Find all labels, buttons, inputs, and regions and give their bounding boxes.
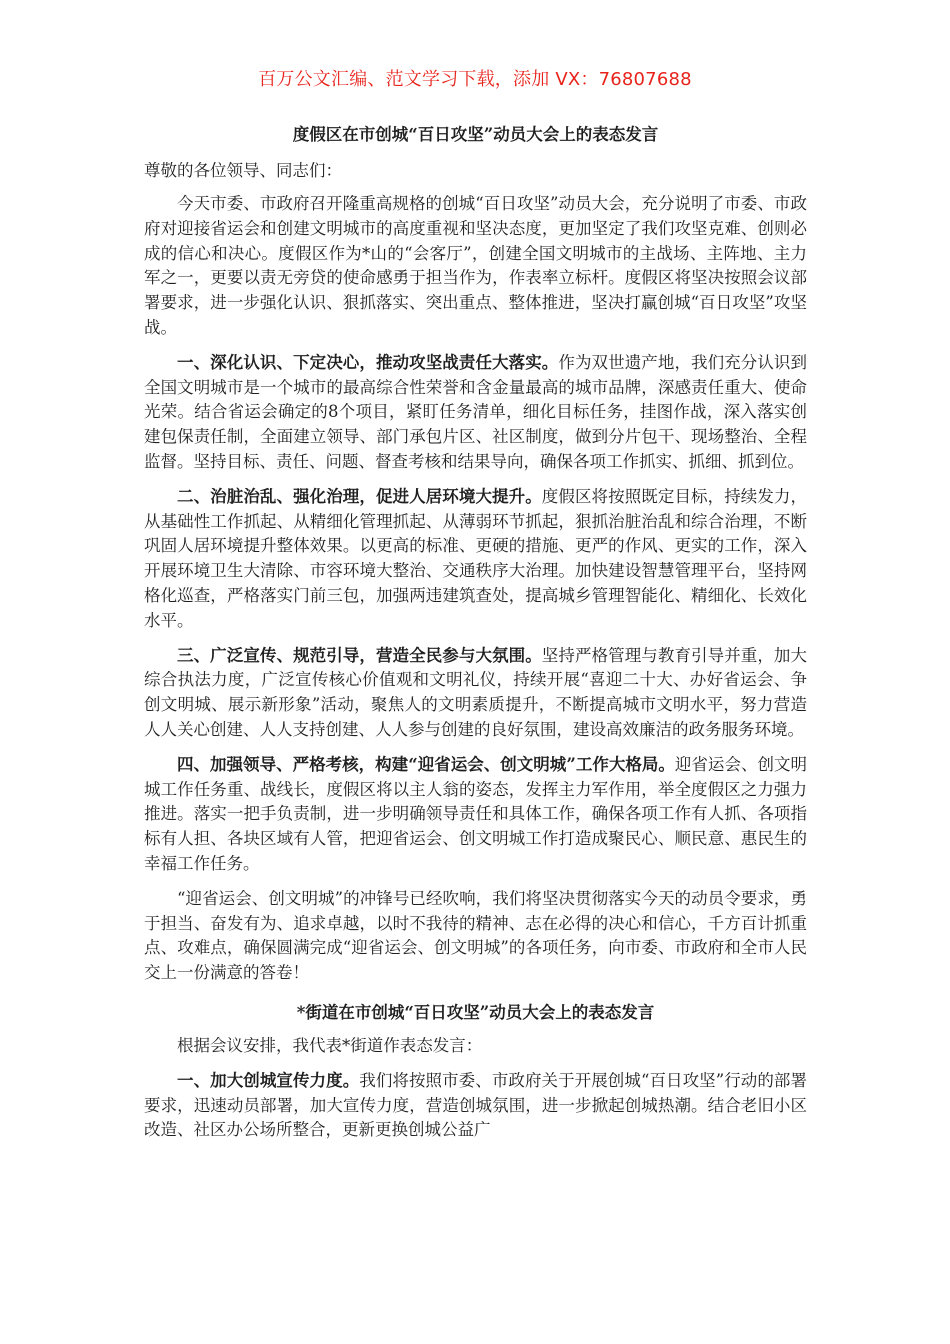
- doc1-section-3: [144, 644, 807, 743]
- section-body: 度假区将按照既定目标，持续发力，从基础性工作抓起、从精细化管理抓起、从薄弱环节抓起，狠抓治脏治乱和综合治理，不断巩固人居环境提升整体效果。以更高的标准、更硬的措施、更严的作风、更实的工作，深入开展环境卫生大清除、市容环境大整治、交通秩序大治理。加快建设智慧管理平台，坚持网格化巡查，严格落实门前三包，加强两违建筑查处，提高城乡管理智能化、精细化、长效化水平。: [144, 486, 808, 630]
- doc1-section-4: [144, 753, 807, 877]
- doc1-section-1: [144, 351, 807, 475]
- doc1-salutation: 尊敬的各位领导、同志们：: [144, 161, 342, 180]
- doc2-title: *街道在市创城“百日攻坚”动员大会上的表态发言: [296, 1002, 655, 1022]
- section-body: 迎省运会、创文明城工作任务重、战线长，度假区将以主人翁的姿态，发挥主力军作用，举全度假区之力强力推进。落实一把手负责制，进一步明确领导责任和具体工作，确保各项工作有人抓、各项指标有人担、各块区域有人管，把迎省运会、创文明城工作打造成聚民心、顺民意、惠民生的幸福工作任务。: [144, 754, 808, 873]
- doc1-title: 度假区在市创城“百日攻坚”动员大会上的表态发言: [292, 125, 659, 144]
- doc1-closing-paragraph: “迎省运会、创文明城”的冲锋号已经吹响，我们将坚决贯彻落实今天的动员令要求，勇于担当、奋发有为、追求卓越，以时不我待的精神、志在必得的决心和信心，千方百计抓重点、攻难点，确保圆满完成“迎省运会、创文明城”的各项任务，向市委、市政府和全市人民交上一份满意的答卷！: [144, 888, 807, 983]
- doc1-section-2: [144, 485, 807, 634]
- section-body: 我们将按照市委、市政府关于开展创城“百日攻坚”行动的部署要求，迅速动员部署，加大宣传力度，营造创城氛围，进一步掀起创城热潮。结合老旧小区改造、社区办公场所整合，更新更换创城公益广: [144, 1070, 808, 1140]
- section-heading: 一、深化认识、下定决心，推动攻坚战责任大落实。: [177, 352, 559, 372]
- section-heading: 二、治脏治乱、强化治理，促进人居环境大提升。: [177, 486, 542, 506]
- section-heading: 一、加大创城宣传力度。: [177, 1070, 360, 1090]
- section-body: 作为双世遗产地，我们充分认识到全国文明城市是一个城市的最高综合性荣誉和含金量最高的城市品牌，深感责任重大、使命光荣。结合省运会确定的8个项目，紧盯任务清单，细化目标任务，挂图作战，深入落实创建包保责任制，全面建立领导、部门承包片区、社区制度，做到分片包干、现场整治、全程监督。坚持目标、责任、问题、督查考核和结果导向，确保各项工作抓实、抓细、抓到位。: [144, 352, 808, 471]
- section-body: 坚持严格管理与教育引导并重，加大综合执法力度，广泛宣传核心价值观和文明礼仪，持续开展“喜迎二十大、办好省运会、争创文明城、展示新形象”活动，聚焦人的文明素质提升，不断提高城市文明水平，努力营造人人关心创建、人人支持创建、人人参与创建的良好氛围，建设高效廉洁的政务服务环境。: [144, 645, 808, 739]
- section-heading: 四、加强领导、严格考核，构建“迎省运会、创文明城”工作大格局。: [177, 754, 675, 774]
- doc2-section-1: [144, 1069, 807, 1143]
- header-banner: 百万公文汇编、范文学习下载，添加 VX：76807688: [258, 69, 692, 90]
- section-heading: 三、广泛宣传、规范引导，营造全民参与大氛围。: [177, 645, 542, 665]
- doc1-intro-paragraph: 今天市委、市政府召开隆重高规格的创城“百日攻坚”动员大会，充分说明了市委、市政府对迎接省运会和创建文明城市的高度重视和坚决态度，更加坚定了我们攻坚克难、创则必成的信心和决心。度假区作为*山的“会客厅”，创建全国文明城市的主战场、主阵地、主力军之一，更要以责无旁贷的使命感勇于担当作为，作表率立标杆。度假区将坚决按照会议部署要求，进一步强化认识、狠抓落实、突出重点、整体推进，坚决打赢创城“百日攻坚”攻坚战。: [144, 194, 807, 337]
- document-body: [144, 122, 807, 1143]
- doc2-intro-paragraph: 根据会议安排，我代表*街道作表态发言：: [177, 1035, 483, 1055]
